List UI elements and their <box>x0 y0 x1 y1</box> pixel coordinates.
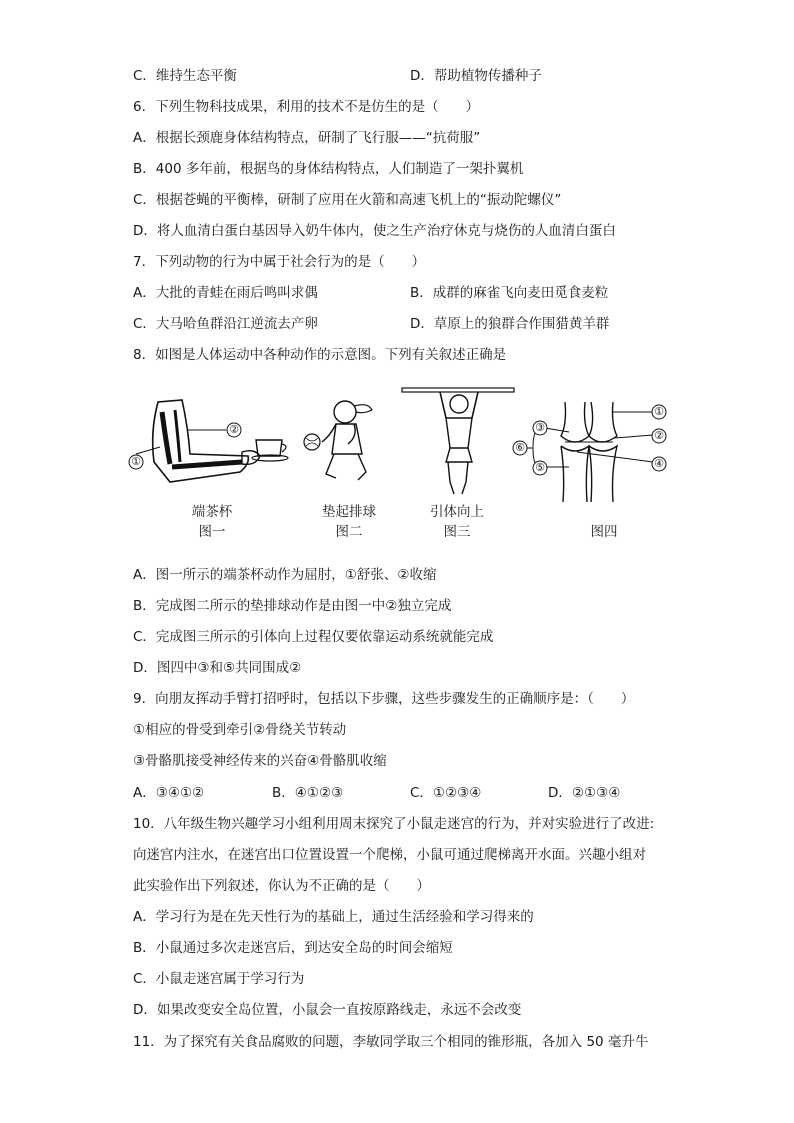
q6-option-c: C．根据苍蝇的平衡棒，研制了应用在火箭和高速飞机上的“振动陀螺仪” <box>133 192 562 208</box>
q10-option-d: D．如果改变安全岛位置，小鼠会一直按原路线走，永远不会改变 <box>133 1002 522 1018</box>
q6-option-d: D．将人血清白蛋白基因导入奶牛体内，使之生产治疗休克与烧伤的人血清白蛋白 <box>133 223 616 239</box>
q7-option-d: D．草原上的狼群合作围猎黄羊群 <box>410 316 610 332</box>
q9-option-d: D．②①③④ <box>548 785 621 801</box>
fig4-mark-6: ⑥ <box>515 441 525 454</box>
q8-figure <box>130 392 690 542</box>
q6-stem: 6．下列生物科技成果，利用的技术不是仿生的是（ ） <box>133 99 480 115</box>
fig4-label: 图四 <box>590 524 618 540</box>
q10-stem-line3: 此实验作出下列叙述，你认为不正确的是（ ） <box>133 878 430 894</box>
q8-stem: 8．如图是人体运动中各种动作的示意图。下列有关叙述正确是 <box>133 347 507 363</box>
q7-option-a: A．大批的青蛙在雨后鸣叫求偶 <box>133 285 318 301</box>
q5-option-d: D．帮助植物传播种子 <box>410 68 542 84</box>
q7-stem: 7．下列动物的行为中属于社会行为的是（ ） <box>133 254 426 270</box>
q5-option-c: C．维持生态平衡 <box>133 68 237 84</box>
fig2-label: 图二 <box>335 524 363 540</box>
fig1-mark-1: ① <box>131 455 141 468</box>
q8-option-c: C．完成图三所示的引体向上过程仅要依靠运动系统就能完成 <box>133 629 494 645</box>
fig3-action-caption: 引体向上 <box>430 504 484 520</box>
fig4-mark-1: ① <box>654 405 664 418</box>
fig3-pullup-illustration <box>402 382 522 500</box>
fig4-mark-4: ④ <box>654 457 664 470</box>
fig3-label: 图三 <box>443 524 471 540</box>
fig4-mark-5: ⑤ <box>535 461 545 474</box>
q8-option-a: A．图一所示的端茶杯动作为屈肘，①舒张、②收缩 <box>133 567 437 583</box>
fig4-mark-3: ③ <box>535 421 545 434</box>
q6-option-a: A．根据长颈鹿身体结构特点，研制了飞行服——“抗荷服” <box>133 130 481 146</box>
q8-option-d: D．图四中③和⑤共同围成② <box>133 660 302 676</box>
q9-option-c: C．①②③④ <box>410 785 482 801</box>
q7-option-c: C．大马哈鱼群沿江逆流去产卵 <box>133 316 318 332</box>
q10-option-a: A．学习行为是在先天性行为的基础上，通过生活经验和学习得来的 <box>133 909 534 925</box>
fig1-action-caption: 端茶杯 <box>191 504 233 520</box>
fig1-mark-2: ② <box>229 423 239 436</box>
q10-option-c: C．小鼠走迷宫属于学习行为 <box>133 971 305 987</box>
q10-option-b: B．小鼠通过多次走迷宫后，到达安全岛的时间会缩短 <box>133 940 453 956</box>
q9-option-b: B．④①②③ <box>272 785 344 801</box>
q9-option-a: A．③④①② <box>133 785 205 801</box>
fig2-action-caption: 垫起排球 <box>322 504 376 520</box>
q10-stem-line1: 10．八年级生物兴趣学习小组利用周末探究了小鼠走迷宫的行为，并对实验进行了改进: <box>133 816 655 832</box>
fig2-volleyball-illustration <box>300 394 390 489</box>
fig1-label: 图一 <box>198 524 226 540</box>
q6-option-b: B．400 多年前，根据鸟的身体结构特点，人们制造了一架扑翼机 <box>133 161 524 177</box>
q9-stem: 9．向朋友挥动手臂打招呼时，包括以下步骤，这些步骤发生的正确顺序是：（ ） <box>133 691 635 707</box>
q8-option-b: B．完成图二所示的垫排球动作是由图一中②独立完成 <box>133 598 452 614</box>
q10-stem-line2: 向迷宫内注水，在迷宫出口位置设置一个爬梯，小鼠可通过爬梯离开水面。兴趣小组对 <box>133 847 646 863</box>
q9-steps-line1: ①相应的骨受到牵引②骨绕关节转动 <box>133 722 347 738</box>
fig1-arm-illustration <box>130 392 300 492</box>
q7-option-b: B．成群的麻雀飞向麦田觅食麦粒 <box>410 285 609 301</box>
q9-steps-line2: ③骨骼肌接受神经传来的兴奋④骨骼肌收缩 <box>133 753 387 769</box>
fig4-mark-2: ② <box>654 429 664 442</box>
q11-stem-line1: 11．为了探究有关食品腐败的问题，李敏同学取三个相同的锥形瓶，各加入 50 毫升牛 <box>133 1034 649 1050</box>
